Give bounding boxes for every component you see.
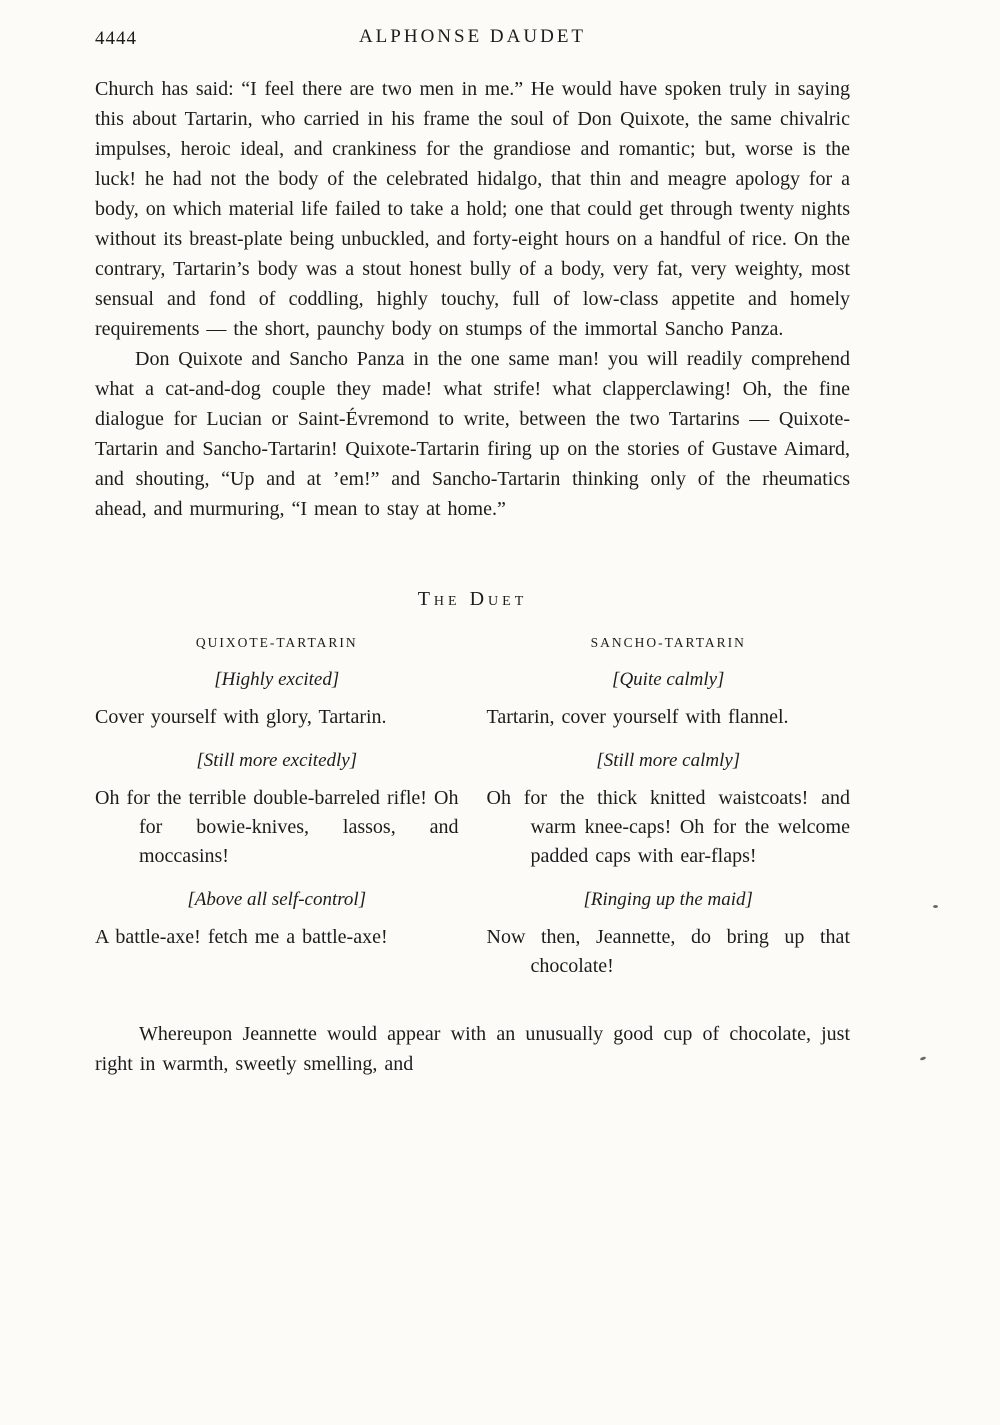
stage-direction: [Still more calmly] — [596, 750, 741, 771]
dialogue-line: A battle-axe! fetch me a battle-axe! — [95, 926, 388, 948]
duet-columns — [95, 635, 850, 981]
dialogue-line: Tartarin, cover yourself with flannel. — [486, 706, 789, 728]
running-header-title: ALPHONSE DAUDET — [358, 26, 587, 47]
scan-artifact — [933, 905, 938, 908]
dialogue-line: Oh for the thick knitted waistcoats! and warm knee-caps! Oh for the welcome padded caps with ear-flaps! — [486, 787, 850, 867]
dialogue-line: Cover yourself with glory, Tartarin. — [95, 706, 387, 728]
page-number: 4444 — [95, 28, 137, 49]
stage-direction: [Quite calmly] — [612, 669, 725, 690]
page-body — [95, 74, 850, 1079]
closing-paragraph: Whereupon Jeannette would appear with an unusually good cup of chocolate, just right in warmth, sweetly smelling, and — [95, 1023, 850, 1075]
paragraph-1: Church has said: “I feel there are two men in me.” He would have spoken truly in saying this about Tartarin, who carried in his frame the soul of Don Quixote, the same chivalric impulses, heroic ideal, and crankiness for the grandiose and romantic; but, worse is the luck! he had not the body of the celebrated hidalgo, that thin and meagre apology for a body, on which material life failed to take a hold; one that could get through twenty nights without its breast-plate being unbuckled, and forty-eight hours on a handful of rice. On the contrary, Tartarin’s body was a stout honest bully of a body, very fat, very weighty, most sensual and fond of coddling, highly touchy, full of low-class appetite and homely requirements — the short, paunchy body on stumps of the immortal Sancho Panza. — [95, 78, 850, 340]
stage-direction: [Still more excitedly] — [196, 750, 358, 771]
stage-direction: [Highly excited] — [214, 669, 340, 690]
stage-direction: [Above all self-control] — [187, 889, 367, 910]
duet-column-sancho — [487, 635, 851, 981]
dialogue-line: Now then, Jeannette, do bring up that chocolate! — [486, 926, 850, 977]
section-title: The Duet — [417, 588, 528, 610]
dialogue-line: Oh for the terrible double-barreled rifle! Oh for bowie-knives, lassos, and moccasins! — [95, 787, 459, 867]
stage-direction: [Ringing up the maid] — [583, 889, 753, 910]
scan-artifact — [920, 1056, 927, 1061]
paragraph-2: Don Quixote and Sancho Panza in the one same man! you will readily comprehend what a cat-and-dog couple they made! what strife! what clapperclawing! Oh, the fine dialogue for Lucian or Saint-Évremond to write, between the two Tartarins — Quixote-Tartarin and Sancho-Tartarin! Quixote-Tartarin firing up on the stories of Gustave Aimard, and shouting, “Up and at ’em!” and Sancho-Tartarin thinking only of the rheumatics ahead, and murmuring, “I mean to stay at home.” — [95, 348, 850, 520]
column-header-quixote: QUIXOTE-TARTARIN — [195, 635, 358, 650]
column-header-sancho: SANCHO-TARTARIN — [590, 635, 746, 650]
duet-column-quixote — [95, 635, 459, 981]
page-header — [95, 26, 850, 56]
